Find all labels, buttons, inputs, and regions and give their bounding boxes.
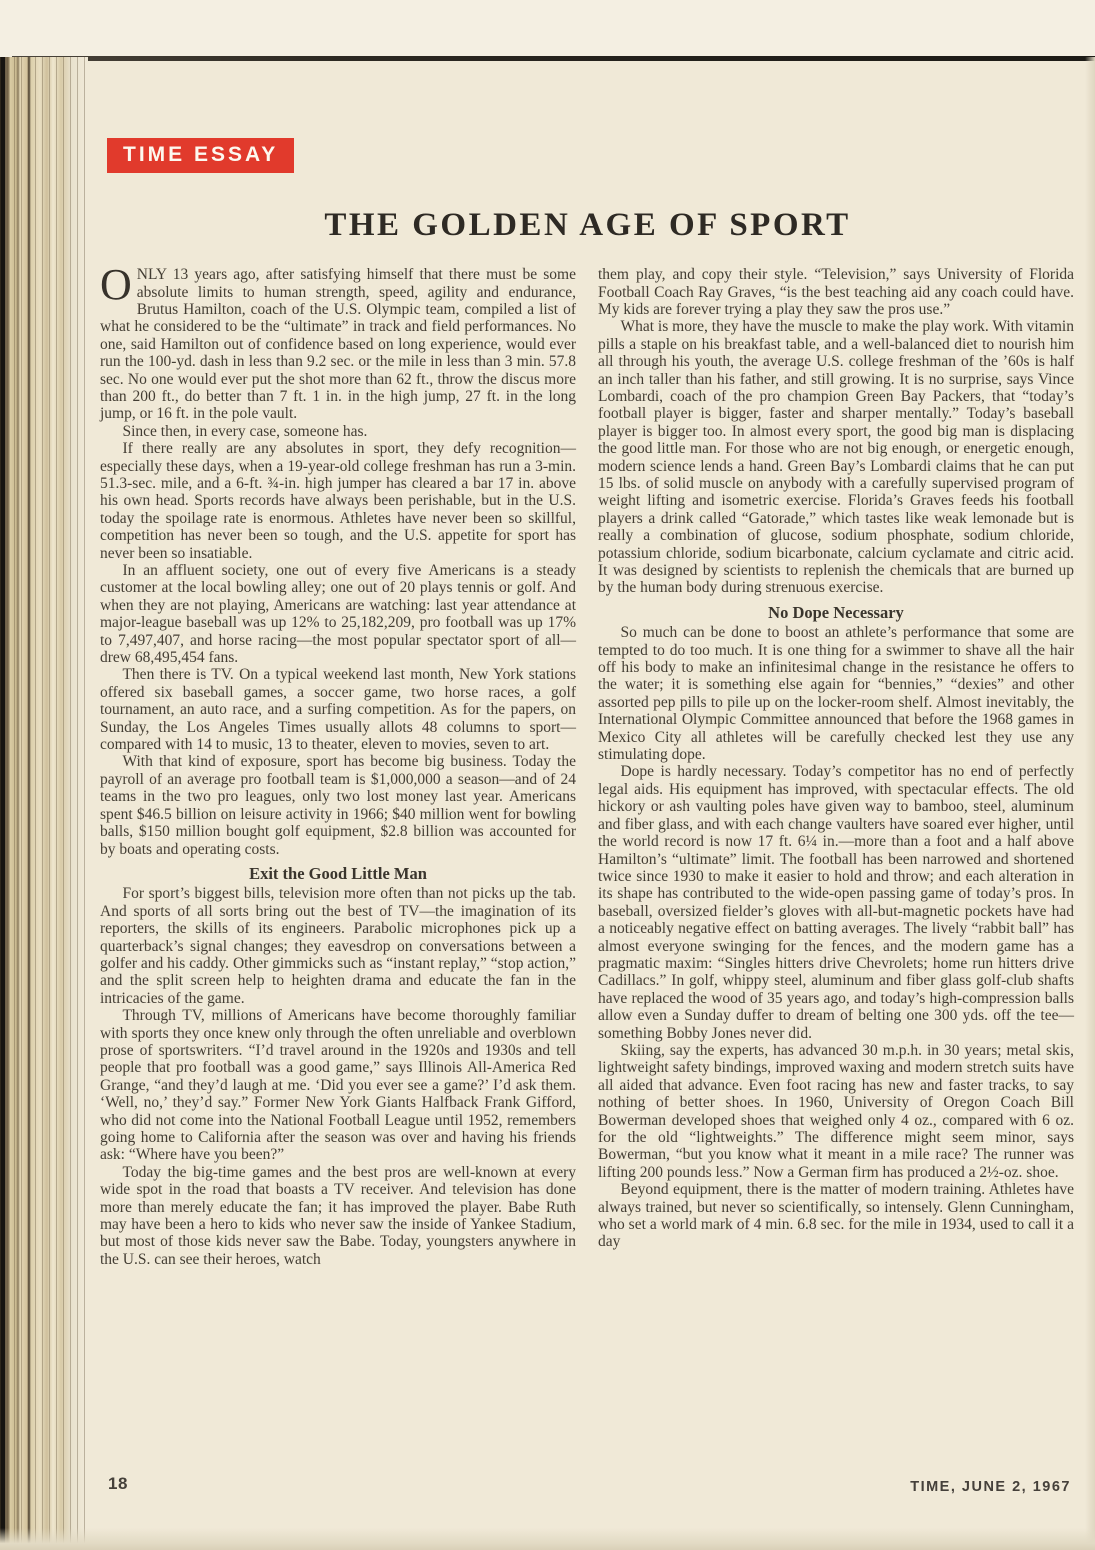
article-body [100, 260, 1075, 1268]
page-content [100, 62, 1075, 1268]
page-binding-edge [0, 57, 88, 1550]
paragraph: For sport’s biggest bills, television more often than not picks up the tab. And sports of all sorts bring out the best of TV—the imagination of its reporters, the skills of its engineers. Parabolic microphones pick up a quarterback’s signal changes; they eavesdrop on conversations between a golfer and his caddy. Other gimmicks such as “instant replay,” “stop action,” and the split screen help to heighten drama and educate the fan in the intricacies of the game. [100, 885, 576, 1007]
paragraph: them play, and copy their style. “Television,” says University of Florida Football Coach Ray Graves, “is the best teaching aid any coach could have. My kids are forever trying a play they saw the pros use.” [598, 266, 1074, 318]
page-bottom-edge [0, 1528, 1095, 1550]
issue-footer: TIME, JUNE 2, 1967 [910, 1479, 1071, 1495]
drop-cap: O [100, 260, 132, 310]
left-column [100, 260, 576, 1268]
paragraph: Since then, in every case, someone has. [122, 422, 368, 440]
paragraph: Through TV, millions of Americans have become thoroughly familiar with sports they once knew only through the often unreliable and overblown prose of sportswriters. “I’d travel around in the 1920s and 1930s and tell people that pro football was a good game,” says Illinois All-America Red Grange, “and they’d laugh at me. ‘Did you ever see a game?’ I’d ask them. ‘Well, no,’ they’d say.” Former New York Giants Halfback Frank Gifford, who did not come into the National Football League until 1952, remembers going home to California after the season was over and having his friends ask: “Where have you been?” [100, 1007, 576, 1164]
paragraph: Dope is hardly necessary. Today’s competitor has no end of perfectly legal aids. His equipment has improved, with spectacular effects. The old hickory or ash vaulting poles have given way to bamboo, steel, aluminum and fiber glass, and with each change vaulters have soared ever higher, until the world record is now 17 ft. 6¼ in.—more than a foot and a half above Hamilton’s “ultimate” limit. The football has been narrowed and shortened twice since 1930 to make it easier to hold and throw; and each alteration in its shape has contributed to the wide-open passing game of today’s pros. In baseball, oversized fielder’s gloves with all-but-magnetic pockets have had a noticeably negative effect on batting averages. The lively “rabbit ball” has almost everyone swinging for the fences, and the modern game has a pragmatic maxim: “Singles hitters drive Chevrolets; home run hitters drive Cadillacs.” In golf, whippy steel, aluminum and fiber glass golf-club shafts have replaced the wood of 35 years ago, and today’s high-compression balls allow even a Sunday duffer to dream of belting one 300 yds. off the tee—something Bobby Jones never did. [598, 763, 1074, 1042]
paragraph: Beyond equipment, there is the matter of modern training. Athletes have always trained, but never so scientifically, so intensely. Glenn Cunningham, who set a world mark of 4 min. 6.8 sec. for the mile in 1934, used to call it a day [598, 1181, 1074, 1251]
paragraph: So much can be done to boost an athlete’s performance that some are tempted to do too much. It is one thing for a swimmer to shave all the hair off his body to make an infinitesimal change in the resistance he offers to the water; it is something else again for “bennies,” “dexies” and other assorted pep pills to pile up on the locker-room shelf. Almost inevitably, the International Olympic Committee announced that before the 1968 games in Mexico City all athletes will be carefully checked lest they use any stimulating dope. [598, 624, 1074, 764]
paragraph: If there really are any absolutes in sport, they defy recognition—especially these days, when a 19-year-old college freshman has run a 3-min. 51.3-sec. mile, and a 6-ft. ¾-in. high jumper has cleared a bar 17 in. above his own head. Sports records have always been perishable, but in the U.S. today the spoilage rate is enormous. Athletes have never been so skillful, competition has never been so tough, and the U.S. appetite for sport has never been so insatiable. [100, 440, 576, 562]
time-essay-badge: TIME ESSAY [107, 138, 294, 173]
page-top-edge [0, 0, 1095, 57]
paragraph: With that kind of exposure, sport has become big business. Today the payroll of an average pro football team is $1,000,000 a season—and of 24 teams in the two pro leagues, only two lost money last year. Americans spent $46.5 billion on leisure activity in 1966; $40 million went for bowling balls, $150 million bought golf equipment, $2.8 billion was accounted for by boats and operating costs. [100, 753, 576, 858]
section-heading-no-dope-necessary: No Dope Necessary [768, 602, 904, 622]
paragraph: In an affluent society, one out of every five Americans is a steady customer at the local bowling alley; one out of 20 plays tennis or golf. And when they are not playing, Americans are watching: last year attendance at major-league baseball was up 12% to 25,182,209, pro football was up 17% to 7,497,407, and horse racing—the most popular spectator sport of all—drew 68,495,454 fans. [100, 562, 576, 667]
page-number: 18 [108, 1474, 128, 1493]
right-column [598, 266, 1074, 1268]
paragraph: Today the big-time games and the best pros are well-known at every wide spot in the road that boasts a TV receiver. And television has done more than merely educate the fan; it has improved the player. Babe Ruth may have been a hero to kids who never saw the inside of Yankee Stadium, but most of those kids never saw the Babe. Today, youngsters anywhere in the U.S. can see their heroes, watch [100, 1163, 576, 1268]
page-top-rule [12, 56, 1095, 61]
paragraph: What is more, they have the muscle to make the play work. With vitamin pills a staple on his breakfast table, and a well-balanced diet to nourish him all through his youth, the average U.S. college freshman of the ’60s is half an inch taller than his father, and still growing. It is no surprise, says Vince Lombardi, coach of the pro champion Green Bay Packers, that “today’s football player is bigger, faster and sharper mentally.” Today’s baseball player is bigger too. In almost every sport, the good big man is displacing the good little man. For those who are not big enough, or energetic enough, modern science lends a hand. Green Bay’s Lombardi claims that he can put 15 lbs. of solid muscle on anybody with a carefully supervised program of weight lifting and isometric exercise. Florida’s Graves feeds his football players a drink called “Gatorade,” which tastes like weak lemonade but is really a combination of glucose, sodium phosphate, sodium chloride, potassium chloride, sodium bicarbonate, calcium cyclamate and citric acid. It was designed by scientists to replenish the chemicals that are burned up by the human body during strenuous exercise. [598, 318, 1074, 597]
section-heading-exit-good-little-man: Exit the Good Little Man [249, 863, 427, 883]
paragraph: Skiing, say the experts, has advanced 30 m.p.h. in 30 years; metal skis, lightweight safety bindings, improved waxing and modern stretch suits have all aided that advance. Even foot racing has new and faster tracks, to say nothing of better shoes. In 1960, University of Oregon Coach Bill Bowerman developed shoes that weighed only 4 oz., compared with 6 oz. for the old “lightweights.” The difference might seem minor, says Bowerman, “but you know what it meant in a mile race? The runner was lifting 200 pounds less.” Now a German firm has produced a 2½-oz. shoe. [598, 1041, 1074, 1181]
article-title: THE GOLDEN AGE OF SPORT [324, 207, 851, 243]
paragraph-text: NLY 13 years ago, after satisfying himself that there must be some absolute limits to human strength, speed, agility and endurance, Brutus Hamilton, coach of the U.S. Olympic team, compiled a list of what he considered to be the “ultimate” in track and field performances. No one, said Hamilton out of confidence based on long experience, would ever run the 100-yd. dash in less than 9.2 sec. or the mile in less than 3 min. 57.8 sec. No one would ever put the shot more than 62 ft., throw the discus more than 200 ft., do better than 7 ft. 1 in. in the high jump, 27 ft. in the long jump, or 16 ft. in the pole vault. [100, 266, 576, 423]
page-right-edge [1085, 57, 1095, 1550]
paragraph: Then there is TV. On a typical weekend last month, New York stations offered six baseball games, a soccer game, two horse races, a golf tournament, an auto race, and a surfing competition. As for the papers, on Sunday, the Los Angeles Times usually allots 48 columns to sport—compared with 14 to music, 13 to theater, eleven to movies, seven to art. [100, 666, 576, 754]
paragraph [100, 260, 576, 423]
